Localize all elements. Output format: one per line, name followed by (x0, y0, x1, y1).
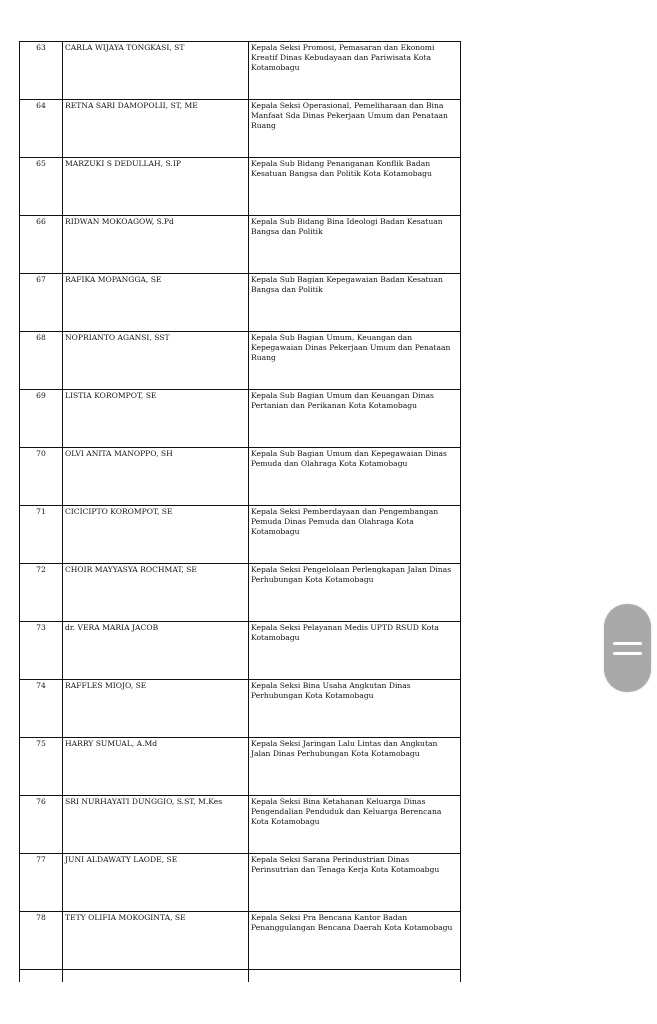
row-name: NOPRIANTO AGANSI, SST (63, 332, 249, 390)
table-row (20, 216, 461, 274)
row-name: SRI NURHAYATI DUNGGIO, S.ST, M.Kes (63, 796, 249, 854)
row-position: Kepala Seksi Bina Usaha Angkutan Dinas Perhubungan Kota Kotamobagu (249, 680, 461, 738)
row-number: 78 (20, 912, 63, 970)
row-position: Kepala Seksi Pelayanan Medis UPTD RSUD Kota Kotamobagu (249, 622, 461, 680)
row-name: dr. VERA MARIA JACOB (63, 622, 249, 680)
table-body (20, 42, 461, 982)
row-name: CARLA WIJAYA TONGKASI, ST (63, 42, 249, 100)
table-row (20, 158, 461, 216)
table-row (20, 622, 461, 680)
row-position: Kepala Seksi Bina Ketahanan Keluarga Dinas Pengendalian Penduduk dan Keluarga Berencana Kota Kotamobagu (249, 796, 461, 854)
row-number: 76 (20, 796, 63, 854)
table-row (20, 390, 461, 448)
row-number: 66 (20, 216, 63, 274)
row-name: RAFIKA MOPANGGA, SE (63, 274, 249, 332)
row-name: RAFFLES MIOJO, SE (63, 680, 249, 738)
row-position: Kepala Sub Bagian Umum dan Kepegawaian Dinas Pemuda dan Olahraga Kota Kotamobagu (249, 448, 461, 506)
row-number: 68 (20, 332, 63, 390)
drag-handle-icon[interactable] (604, 604, 651, 692)
row-position: Kepala Seksi Pemberdayaan dan Pengembangan Pemuda Dinas Pemuda dan Olahraga Kota Kotamobagu (249, 506, 461, 564)
row-position: Kepala Seksi Operasional, Pemeliharaan dan Bina Manfaat Sda Dinas Pekerjaan Umum dan Penataan Ruang (249, 100, 461, 158)
table-row (20, 912, 461, 970)
row-number: 72 (20, 564, 63, 622)
row-number: 64 (20, 100, 63, 158)
table-row (20, 564, 461, 622)
table-row (20, 448, 461, 506)
table-row (20, 796, 461, 854)
row-number: 73 (20, 622, 63, 680)
row-number: 69 (20, 390, 63, 448)
empty-cell (249, 970, 461, 982)
table-row (20, 854, 461, 912)
row-position: Kepala Seksi Pengelolaan Perlengkapan Jalan Dinas Perhubungan Kota Kotamobagu (249, 564, 461, 622)
row-name: RIDWAN MOKOAGOW, S.Pd (63, 216, 249, 274)
table-row (20, 332, 461, 390)
row-name: TETY OLIFIA MOKOGINTA, SE (63, 912, 249, 970)
row-position: Kepala Sub Bagian Umum dan Keuangan Dinas Pertanian dan Perikanan Kota Kotamobagu (249, 390, 461, 448)
grip-line (613, 652, 642, 655)
row-number: 75 (20, 738, 63, 796)
row-name: MARZUKI S DEDULLAH, S.IP (63, 158, 249, 216)
row-name: RETNA SARI DAMOPOLII, ST, ME (63, 100, 249, 158)
table-row (20, 274, 461, 332)
empty-cell (20, 970, 63, 982)
row-position: Kepala Seksi Sarana Perindustrian Dinas Perinsutrian dan Tenaga Kerja Kota Kotamoabgu (249, 854, 461, 912)
table-row (20, 42, 461, 100)
row-name: LISTIA KOROMPOT, SE (63, 390, 249, 448)
table-row (20, 100, 461, 158)
table-row (20, 680, 461, 738)
row-number: 77 (20, 854, 63, 912)
row-position: Kepala Seksi Jaringan Lalu Lintas dan Angkutan Jalan Dinas Perhubungan Kota Kotamobagu (249, 738, 461, 796)
table-row-continued (20, 970, 461, 982)
table-row (20, 506, 461, 564)
empty-cell (63, 970, 249, 982)
row-name: OLVI ANITA MANOPPO, SH (63, 448, 249, 506)
row-number: 63 (20, 42, 63, 100)
row-name: JUNI ALDAWATY LAODE, SE (63, 854, 249, 912)
row-number: 65 (20, 158, 63, 216)
row-number: 74 (20, 680, 63, 738)
row-position: Kepala Sub Bidang Penanganan Konflik Badan Kesatuan Bangsa dan Politik Kota Kotamobagu (249, 158, 461, 216)
row-position: Kepala Seksi Pra Bencana Kantor Badan Penanggulangan Bencana Daerah Kota Kotamobagu (249, 912, 461, 970)
row-number: 67 (20, 274, 63, 332)
grip-line (613, 642, 642, 645)
row-position: Kepala Sub Bagian Kepegawaian Badan Kesatuan Bangsa dan Politik (249, 274, 461, 332)
official-list-table (19, 41, 461, 982)
table-row (20, 738, 461, 796)
row-number: 71 (20, 506, 63, 564)
row-position: Kepala Sub Bidang Bina Ideologi Badan Kesatuan Bangsa dan Politik (249, 216, 461, 274)
row-name: CHOIR MAYYASYA ROCHMAT, SE (63, 564, 249, 622)
row-position: Kepala Sub Bagian Umum, Keuangan dan Kepegawaian Dinas Pekerjaan Umum dan Penataan Ruang (249, 332, 461, 390)
row-name: HARRY SUMUAL, A.Md (63, 738, 249, 796)
row-number: 70 (20, 448, 63, 506)
row-name: CICICIPTO KOROMPOT, SE (63, 506, 249, 564)
row-position: Kepala Seksi Promosi, Pemasaran dan Ekonomi Kreatif Dinas Kebudayaan dan Pariwisata Kota Kotamobagu (249, 42, 461, 100)
